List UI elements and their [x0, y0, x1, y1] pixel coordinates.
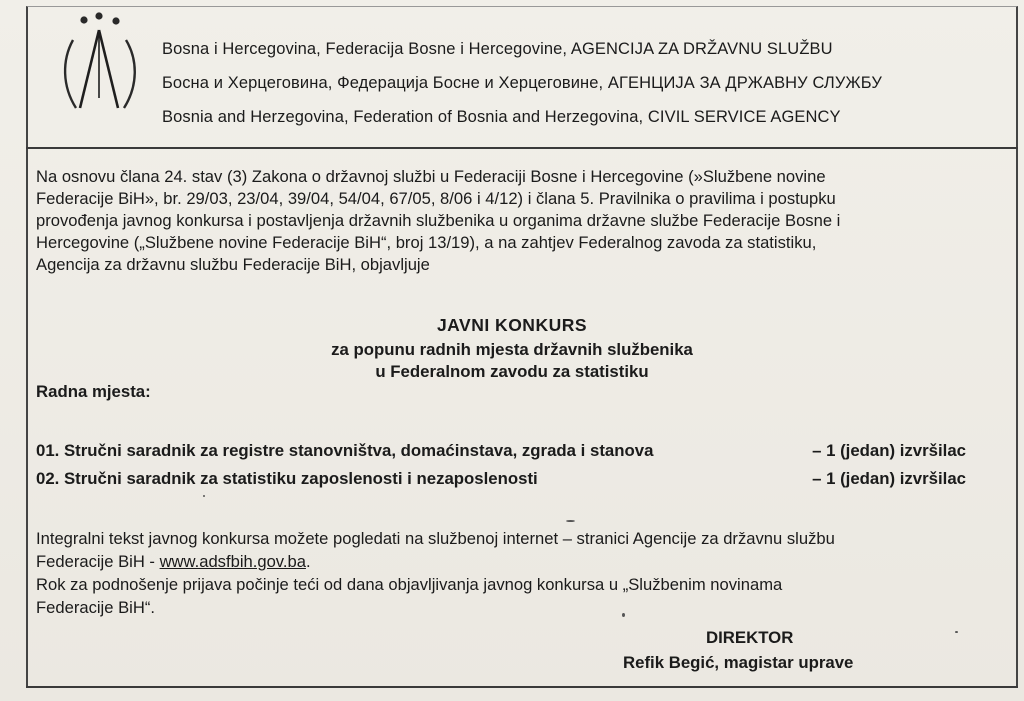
announcement-title: JAVNI KONKURS [436, 315, 588, 335]
announcement-subtitle: u Federalnom zavodu za statistiku [375, 362, 649, 381]
position-title: 02. Stručni saradnik za statistiku zaposlenosti i nezaposlenosti [36, 469, 538, 488]
print-speck [566, 520, 575, 522]
print-speck [955, 631, 958, 633]
closing-line [36, 551, 976, 574]
position-title: 01. Stručni saradnik za registre stanovništva, domaćinstava, zgrada i stanova [36, 441, 654, 460]
signature-name: Refik Begić, magistar uprave [623, 653, 854, 672]
announcement-subtitle: za popunu radnih mjesta državnih službenika [331, 340, 693, 359]
intro-line: Federacije BiH», br. 29/03, 23/04, 39/04, 54/04, 67/05, 8/06 i 4/12) i člana 5. Pravilnika o pravilima i postupku [36, 189, 836, 208]
position-count: – 1 (jedan) izvršilac [812, 469, 966, 488]
header-line-latin: Bosna i Hercegovina, Federacija Bosne i Hercegovine, AGENCIJA ZA DRŽAVNU SLUŽBU [162, 40, 833, 58]
intro-line: Agencija za državnu službu Federacije BiH, objavljuje [36, 255, 430, 274]
closing-line: Federacije BiH“. [36, 598, 155, 617]
intro-line: provođenja javnog konkursa i postavljenja državnih službenika u organima državne službe Federacije Bosne i [36, 211, 841, 230]
header-line-english: Bosnia and Herzegovina, Federation of Bosnia and Herzegovina, CIVIL SERVICE AGENCY [162, 108, 841, 126]
signature-role: DIREKTOR [706, 628, 794, 647]
closing-line: Integralni tekst javnog konkursa možete pogledati na službenoj internet – stranici Agencije za državnu službu [36, 529, 835, 548]
intro-line: Na osnovu člana 24. stav (3) Zakona o državnoj službi u Federaciji Bosne i Hercegovine (»Službene novine [36, 167, 826, 186]
closing-line-suffix: . [305, 552, 311, 571]
print-speck [622, 613, 625, 617]
positions-heading: Radna mjesta: [36, 382, 151, 401]
print-speck [203, 495, 205, 497]
closing-line-prefix: Federacije BiH - [36, 552, 160, 571]
closing-line: Rok za podnošenje prijava počinje teći od dana objavljivanja javnog konkursa u „Službenim novinama [36, 575, 783, 594]
header-line-cyrillic: Босна и Херцеговина, Федерација Босне и Херцеговине, АГЕНЦИЈА ЗА ДРЖАВНУ СЛУЖБУ [162, 74, 882, 92]
agency-website-link[interactable]: www.adsfbih.gov.ba [159, 552, 306, 571]
intro-line: Hercegovine („Službene novine Federacije BiH“, broj 13/19), a na zahtjev Federalnog zavoda za statistiku, [36, 233, 817, 252]
position-count: – 1 (jedan) izvršilac [812, 441, 966, 460]
header [0, 0, 1024, 150]
agency-logo-icon [58, 8, 148, 118]
bottom-divider [26, 686, 1018, 688]
